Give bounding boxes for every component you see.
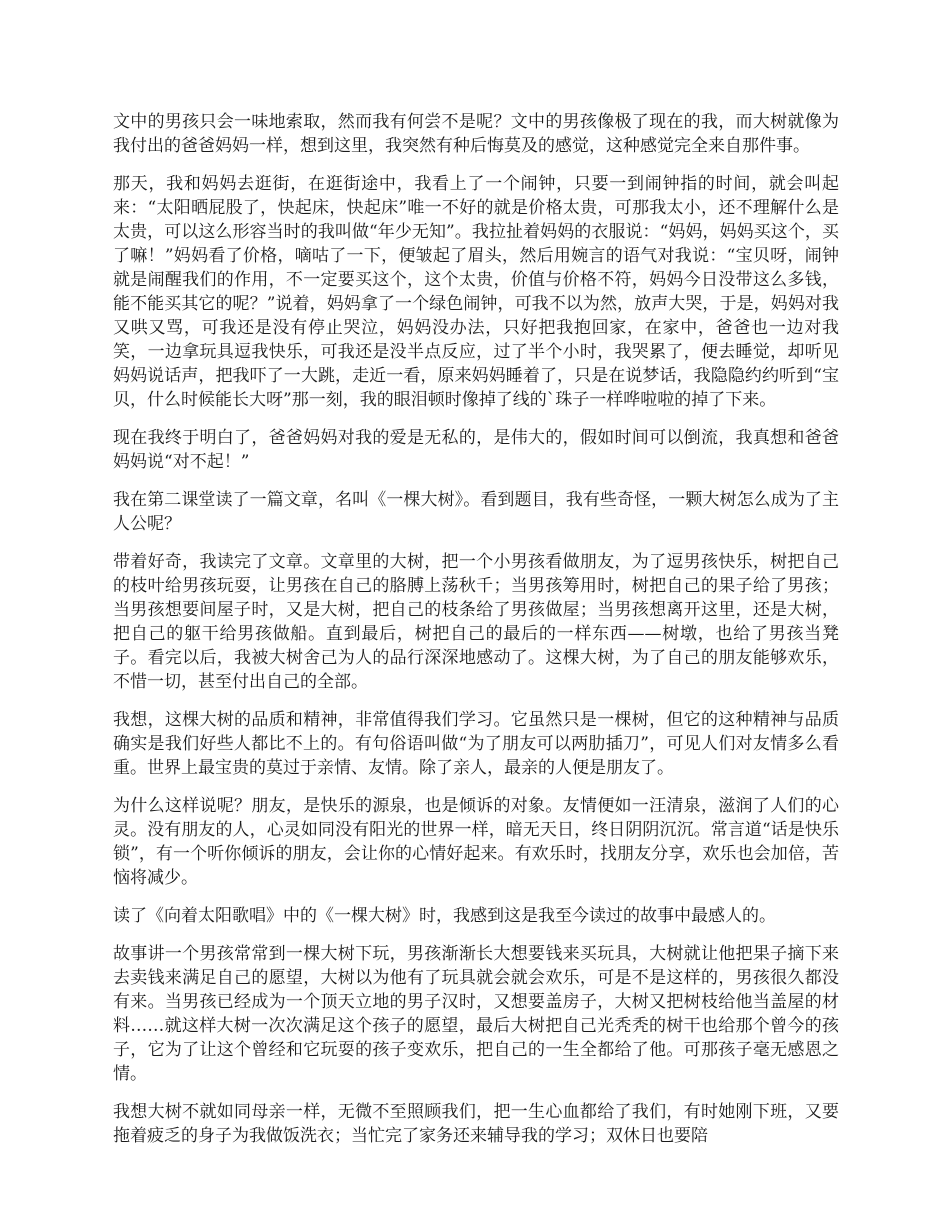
paragraph-10: 我想大树不就如同母亲一样，无微不至照顾我们，把一生心血都给了我们，有时她刚下班，又要拖着疲乏的身子为我做饭洗衣；当忙完了家务还来辅导我的学习；双休日也要陪 bbox=[113, 1102, 839, 1146]
paragraph-4: 我在第二课堂读了一篇文章，名叫《一棵大树》。看到题目，我有些奇怪，一颗大树怎么成为了主人公呢？ bbox=[113, 490, 839, 534]
paragraph-8: 读了《向着太阳歌唱》中的《一棵大树》时，我感到这是我至今读过的故事中最感人的。 bbox=[113, 906, 776, 926]
paragraph-3: 现在我终于明白了，爸爸妈妈对我的爱是无私的，是伟大的，假如时间可以倒流，我真想和爸爸妈妈说“对不起！” bbox=[113, 428, 839, 472]
paragraph-9: 故事讲一个男孩常常到一棵大树下玩，男孩渐渐长大想要钱来买玩具，大树就让他把果子摘下来去卖钱来满足自己的愿望，大树以为他有了玩具就会就会欢乐，可是不是这样的，男孩很久都没有来。当男孩已经成为一个顶天立地的男子汉时，又想要盖房子，大树又把树枝给他当盖屋的材料……就这样大树一次次满足这个孩子的愿望，最后大树把自己光秃秃的树干也给那个曾今的孩子，它为了让这个曾经和它玩耍的孩子变欢乐，把自己的一生全都给了他。可那孩子毫无感恩之情。 bbox=[113, 944, 839, 1084]
paragraph-5: 带着好奇，我读完了文章。文章里的大树，把一个小男孩看做朋友，为了逗男孩快乐，树把自己的枝叶给男孩玩耍，让男孩在自己的胳膊上荡秋千；当男孩筹用时，树把自己的果子给了男孩；当男孩想要间屋子时，又是大树，把自己的枝条给了男孩做屋；当男孩想离开这里，还是大树，把自己的躯干给男孩做船。直到最后，树把自己的最后的一样东西——树墩，也给了男孩当凳子。看完以后，我被大树舍己为人的品行深深地感动了。这棵大树，为了自己的朋友能够欢乐，不惜一切，甚至付出自己的全部。 bbox=[113, 552, 839, 692]
document-body bbox=[113, 110, 839, 1162]
paragraph-6: 我想，这棵大树的品质和精神，非常值得我们学习。它虽然只是一棵树，但它的这种精神与品质确实是我们好些人都比不上的。有句俗语叫做“为了朋友可以两肋插刀”，可见人们对友情多么看重。世界上最宝贵的莫过于亲情、友情。除了亲人，最亲的人便是朋友了。 bbox=[113, 710, 839, 778]
paragraph-7: 为什么这样说呢？朋友，是快乐的源泉，也是倾诉的对象。友情便如一汪清泉，滋润了人们的心灵。没有朋友的人，心灵如同没有阳光的世界一样，暗无天日，终日阴阴沉沉。常言道“话是快乐锁”，有一个听你倾诉的朋友，会让你的心情好起来。有欢乐时，找朋友分享，欢乐也会加倍，苦恼将减少。 bbox=[113, 796, 839, 888]
paragraph-1: 文中的男孩只会一味地索取，然而我有何尝不是呢？文中的男孩像极了现在的我，而大树就像为我付出的爸爸妈妈一样，想到这里，我突然有种后悔莫及的感觉，这种感觉完全来自那件事。 bbox=[113, 112, 839, 156]
paragraph-2: 那天，我和妈妈去逛街，在逛街途中，我看上了一个闹钟，只要一到闹钟指的时间，就会叫起来：“太阳晒屁股了，快起床，快起床”唯一不好的就是价格太贵，可那我太小，还不理解什么是太贵，可以这么形容当时的我叫做“年少无知”。我拉扯着妈妈的衣服说：“妈妈，妈妈买这个，买了嘛！”妈妈看了价格，嘀咕了一下，便皱起了眉头，然后用婉言的语气对我说：“宝贝呀，闹钟就是闹醒我们的作用，不一定要买这个，这个太贵，价值与价格不符，妈妈今日没带这么多钱，能不能买其它的呢？”说着，妈妈拿了一个绿色闹钟，可我不以为然，放声大哭，于是，妈妈对我又哄又骂，可我还是没有停止哭泣，妈妈没办法，只好把我抱回家，在家中，爸爸也一边对我笑，一边拿玩具逗我快乐，可我还是没半点反应，过了半个小时，我哭累了，便去睡觉，却听见妈妈说话声，把我吓了一大跳，走近一看，原来妈妈睡着了，只是在说梦话，我隐隐约约听到“宝贝，什么时候能长大呀”那一刻，我的眼泪顿时像掉了线的`珠子一样哗啦啦的掉了下来。 bbox=[113, 174, 839, 410]
